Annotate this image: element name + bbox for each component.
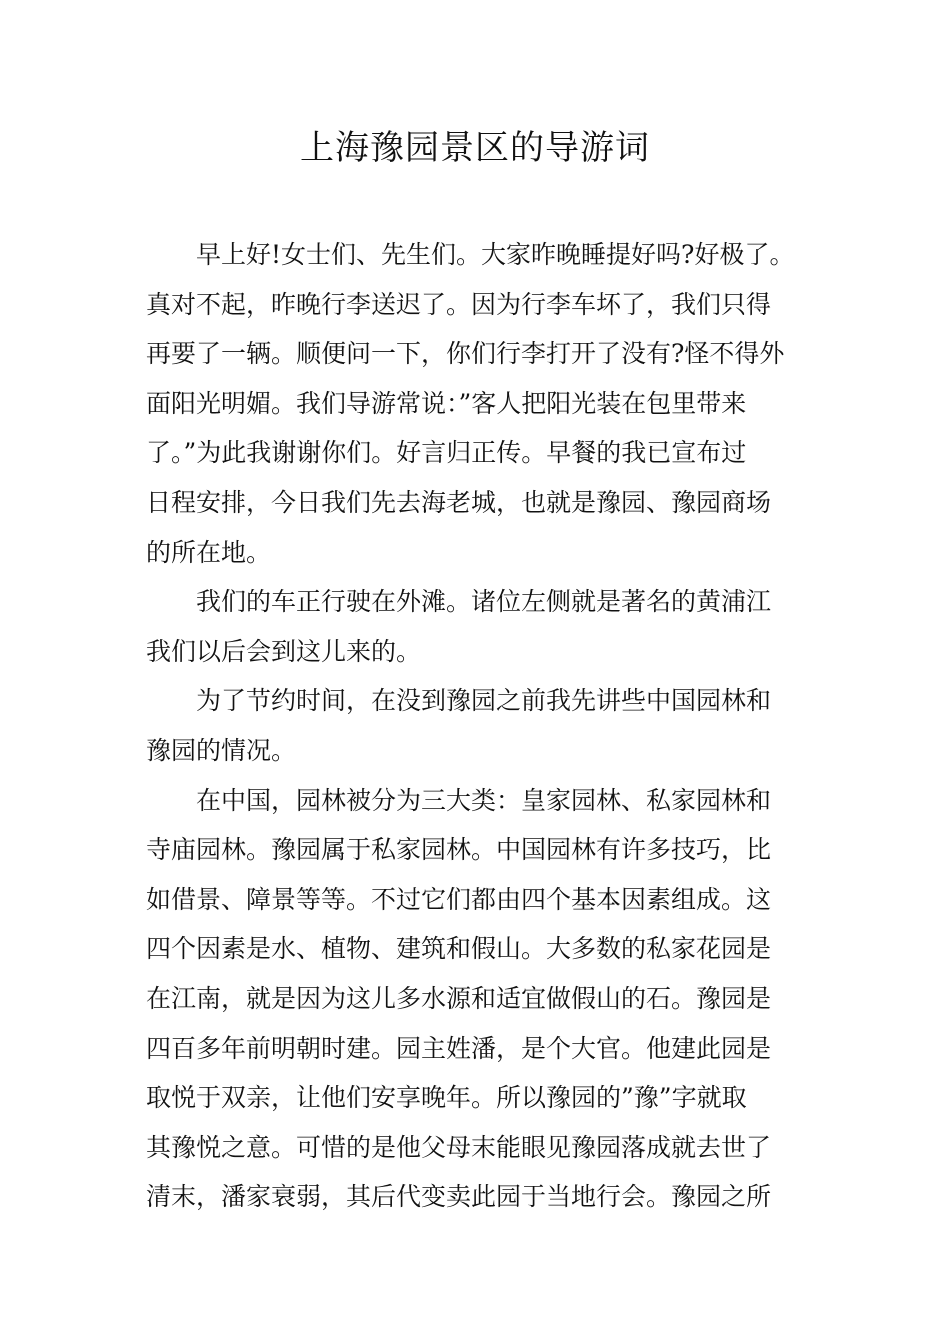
text-line: 如借景、障景等等。不过它们都由四个基本因素组成。这 bbox=[146, 884, 772, 914]
text-line: 为了节约时间，在没到豫园之前我先讲些中国园林和 bbox=[196, 686, 772, 716]
text-line: 了。”为此我谢谢你们。好言归正传。早餐的我已宣布过 bbox=[146, 438, 747, 468]
document-title: 上海豫园景区的导游词 bbox=[300, 128, 650, 168]
text-line: 的所在地。 bbox=[146, 537, 272, 567]
text-line: 真对不起，昨晚行李送迟了。因为行李车坏了，我们只得 bbox=[146, 289, 772, 319]
text-line: 其豫悦之意。可惜的是他父母末能眼见豫园落成就去世了 bbox=[146, 1132, 772, 1162]
text-line: 面阳光明媚。我们导游常说：”客人把阳光装在包里带来 bbox=[146, 388, 747, 418]
text-line: 我们的车正行驶在外滩。诸位左侧就是著名的黄浦江 bbox=[196, 587, 772, 617]
text-line: 早上好!女士们、先生们。大家昨晚睡提好吗?好极了。 bbox=[196, 240, 795, 269]
text-line: 我们以后会到这儿来的。 bbox=[146, 636, 422, 666]
text-line: 四个因素是水、植物、建筑和假山。大多数的私家花园是 bbox=[146, 934, 772, 964]
text-line: 豫园的情况。 bbox=[146, 735, 297, 765]
document-body bbox=[146, 230, 826, 1222]
text-line: 再要了一辆。顺便问一下，你们行李打开了没有?怪不得外 bbox=[146, 339, 785, 369]
text-line: 寺庙园林。豫园属于私家园林。中国园林有许多技巧，比 bbox=[146, 835, 772, 865]
text-line: 四百多年前明朝时建。园主姓潘，是个大官。他建此园是 bbox=[146, 1033, 772, 1063]
text-line: 日程安排，今日我们先去海老城，也就是豫园、豫园商场 bbox=[146, 487, 772, 517]
text-line: 清末，潘家衰弱，其后代变卖此园于当地行会。豫园之所 bbox=[146, 1182, 772, 1212]
text-line: 在中国，园林被分为三大类：皇家园林、私家园林和 bbox=[196, 785, 772, 815]
text-line: 在江南，就是因为这儿多水源和适宜做假山的石。豫园是 bbox=[146, 983, 772, 1013]
text-line: 取悦于双亲，让他们安享晚年。所以豫园的”豫”字就取 bbox=[146, 1083, 747, 1113]
